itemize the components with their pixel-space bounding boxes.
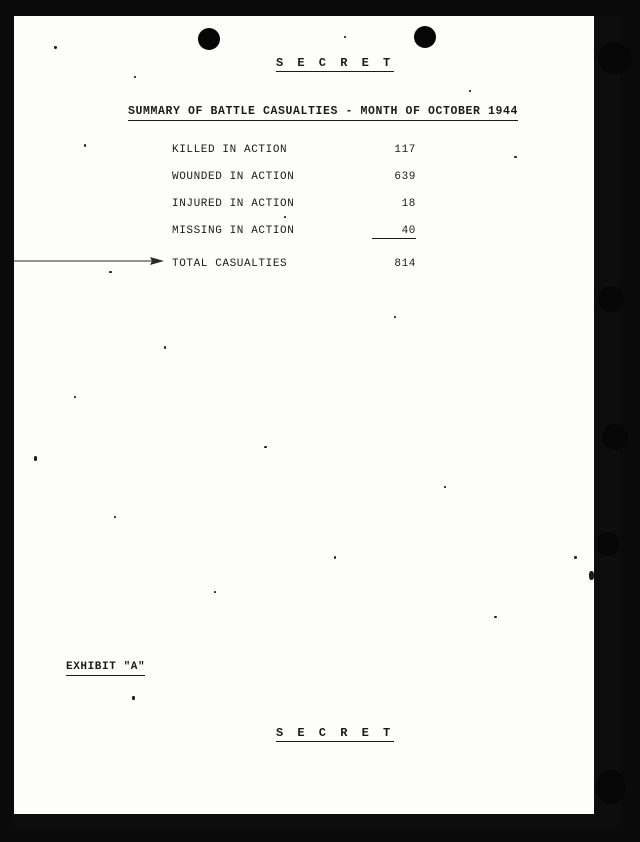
classification-header: S E C R E T [276, 56, 394, 70]
scan-speck [214, 591, 216, 593]
table-row [172, 144, 432, 171]
scan-speck [574, 556, 577, 559]
scan-speck [54, 46, 57, 49]
table-row-total [172, 252, 432, 282]
scan-speck [134, 76, 136, 78]
punch-hole [598, 286, 624, 312]
row-value: 117 [394, 144, 416, 156]
row-value: 814 [394, 258, 416, 270]
scan-speck [444, 486, 446, 488]
annotation-arrow-icon [14, 254, 164, 268]
row-label: KILLED IN ACTION [172, 144, 288, 156]
scan-speck [514, 156, 517, 158]
table-row [172, 171, 432, 198]
punch-hole [596, 770, 626, 804]
table-row [172, 198, 432, 225]
scan-speck [264, 446, 267, 448]
table-row [172, 225, 432, 252]
scan-speck [84, 144, 86, 147]
scan-speck [164, 346, 166, 349]
punch-hole [198, 28, 220, 50]
scan-speck [469, 90, 471, 92]
exhibit-label: EXHIBIT "A" [66, 661, 145, 676]
scan-speck [334, 556, 336, 559]
document-title: SUMMARY OF BATTLE CASUALTIES - MONTH OF OCTOBER 1944 [128, 105, 518, 121]
row-label: WOUNDED IN ACTION [172, 171, 295, 183]
punch-hole [596, 532, 620, 556]
scan-speck [34, 456, 37, 461]
scan-speck [74, 396, 76, 398]
scan-edge-right [594, 16, 620, 828]
punch-hole [598, 42, 632, 74]
scan-speck [494, 616, 497, 618]
scan-speck [394, 316, 396, 318]
classification-footer: S E C R E T [276, 726, 394, 740]
scan-speck [284, 216, 286, 218]
row-label: TOTAL CASUALTIES [172, 258, 288, 270]
scan-speck [132, 696, 135, 700]
scan-speck [344, 36, 346, 38]
paper-sheet [14, 16, 620, 828]
row-value: 18 [401, 198, 416, 210]
punch-hole [602, 424, 628, 450]
scan-speck [109, 271, 112, 273]
scan-speck [114, 516, 116, 518]
casualty-table [172, 144, 432, 282]
scan-edge-bottom [14, 814, 620, 828]
row-value: 639 [394, 171, 416, 183]
row-label: INJURED IN ACTION [172, 198, 295, 210]
row-value: 40 [372, 225, 416, 239]
row-label: MISSING IN ACTION [172, 225, 295, 237]
punch-hole [414, 26, 436, 48]
